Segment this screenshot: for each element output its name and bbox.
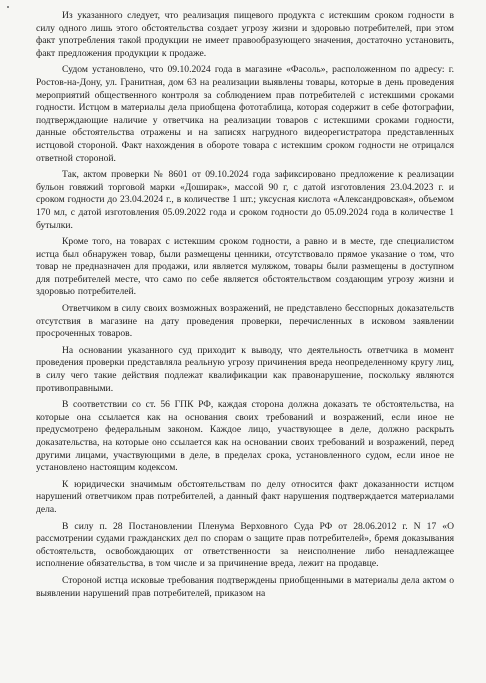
paragraph: Кроме того, на товарах с истекшим сроком годности, а равно и в месте, где специалистом истца был обнаружен товар, были размещены ценники, отсутствовало прямое указание о том, что товар не предназначен для продажи, или является муляжом, товары были размещены в доступном для потребителей месте, что само по себе является обстоятельством создающим угрозу жизни и здоровью потребителей.: [36, 236, 454, 298]
paragraph: Судом установлено, что 09.10.2024 года в магазине «Фасоль», расположенном по адресу: г. Ростов-на-Дону, ул. Гранитная, дом 63 на реализации выявлены товары, которые в день проведения мероприятий общественного контроля за соблюдением прав потребителей с истекшими сроками годности. Истцом в материалы дела приобщена фототаблица, которая содержит в себе фотографии, подтверждающие наличие у ответчика на реализации товаров с истекшими сроками годности, данные обстоятельства отражены и на записях нагрудного видеорегистратора представленных истцовой стороной. Факт нахождения в обороте товара с истекшим сроком годности не отрицался ответной стороной.: [36, 64, 454, 164]
paragraph: К юридически значимым обстоятельствам по делу относится факт доказанности истцом нарушений ответчиком прав потребителей, а данный факт нарушения подтверждается материалами дела.: [36, 478, 454, 515]
scan-artifact: [7, 6, 9, 8]
paragraph: В силу п. 28 Постановлении Пленума Верховного Суда РФ от 28.06.2012 г. N 17 «О рассмотрении судами гражданских дел по спорам о защите прав потребителей», бремя доказывания обстоятельств, освобождающих от ответственности за неисполнение либо ненадлежащее исполнение обязательства, в том числе и за причинение вреда, лежит на продавце.: [36, 520, 454, 570]
paragraph: Стороной истца исковые требования подтверждены приобщенными в материалы дела актом о выявлении нарушений прав потребителей, приказом на: [36, 574, 454, 599]
paragraph: На основании указанного суд приходит к выводу, что деятельность ответчика в момент проведения проверки представляла реальную угрозу причинения вреда неопределенному кругу лиц, в силу чего такие действия подлежат квалификации как правонарушение, поскольку являются противоправными.: [36, 344, 454, 394]
paragraph: В соответствии со ст. 56 ГПК РФ, каждая сторона должна доказать те обстоятельства, на которые она ссылается как на основания своих требований и возражений, если иное не предусмотрено федеральным законом. Каждое лицо, участвующее в деле, должно раскрыть доказательства, на которые оно ссылается как на основании своих требований и возражений, перед другими лицами, участвующими в деле, в пределах срока, установленного судом, если иное не установлено настоящим кодексом.: [36, 399, 454, 474]
paragraph: Ответчиком в силу своих возможных возражений, не представлено бесспорных доказательств отсутствия в магазине на дату проведения проверки, перечисленных в исковом заявлении просроченных товаров.: [36, 303, 454, 340]
paragraph: Так, актом проверки № 8601 от 09.10.2024 года зафиксировано предложение к реализации бульон говяжий торговой марки «Доширак», массой 90 г, с датой изготовления 23.04.2023 г. и сроком годности до 23.04.2024 г., в количестве 1 шт.; уксусная кислота «Александровская», объемом 170 мл, с датой изготовления 05.09.2022 года и сроком годности до 05.09.2024 года в количестве 1 бутылки.: [36, 169, 454, 231]
paragraph: Из указанного следует, что реализация пищевого продукта с истекшим сроком годности в силу одного лишь этого обстоятельства создает угрозу жизни и здоровью потребителей, при этом факт употребления такой продукции не имеет правообразующего значения, достаточно установить, факт предложения продукции к продаже.: [36, 10, 454, 59]
